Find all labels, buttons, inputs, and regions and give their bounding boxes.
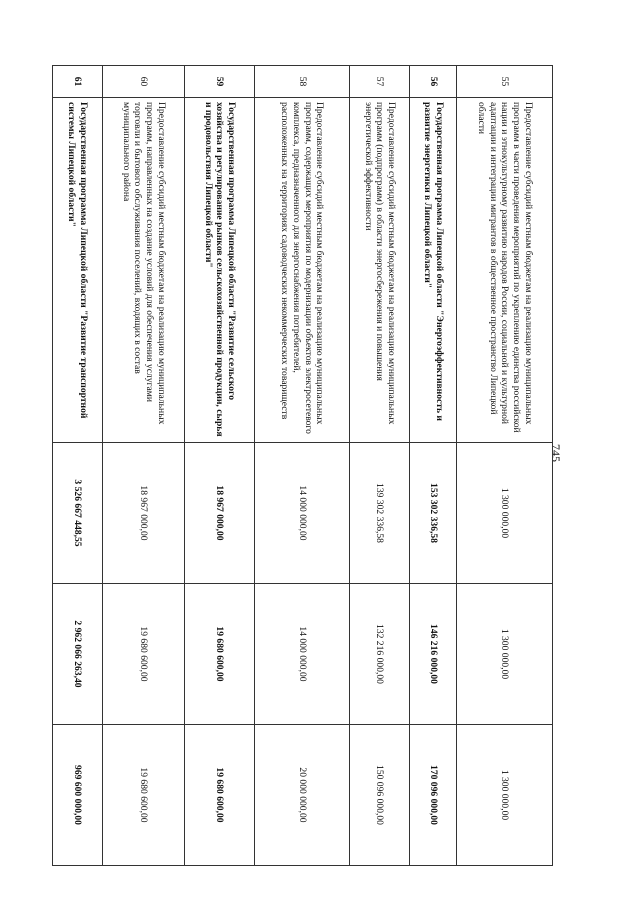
row-number: 57 (350, 66, 410, 98)
row-value-3: 1 300 000,00 (457, 725, 553, 866)
row-value-2: 14 000 000,00 (255, 584, 350, 725)
subsidy-table (52, 65, 553, 866)
row-value-1: 139 302 336,58 (350, 443, 410, 584)
row-number: 55 (457, 66, 553, 98)
row-value-3: 20 000 000,00 (255, 725, 350, 866)
table-row (457, 66, 553, 866)
row-number: 61 (53, 66, 103, 98)
row-value-1: 1 300 000,00 (457, 443, 553, 584)
row-name: Предоставление субсидий местным бюджетам на реализацию муниципальных программ, направленных на создание условий для обеспечения услугами торговли и бытового обслуживания поселений, входящих в состав муниципального района (103, 98, 185, 443)
table-row (53, 66, 103, 866)
page-number: 745 (549, 444, 563, 462)
rotated-table-wrapper (45, 65, 565, 865)
row-value-1: 153 302 336,58 (410, 443, 457, 584)
row-value-3: 19 680 600,00 (103, 725, 185, 866)
row-name: Государственная программа Липецкой области "Энергоэффективность и развитие энергетики в Липецкой области" (410, 98, 457, 443)
table-row (185, 66, 255, 866)
row-value-1: 18 967 000,00 (103, 443, 185, 584)
row-value-3: 19 680 600,00 (185, 725, 255, 866)
row-value-1: 18 967 000,00 (185, 443, 255, 584)
row-name: Предоставление субсидий местным бюджетам на реализацию муниципальных программ в части проведения мероприятий по укреплению единства российской нации и этнокультурному развитию народов России, социальной и культурной адаптации и интеграции мигрантов в общественное пространство Липецкой области (457, 98, 553, 443)
row-value-2: 19 680 600,00 (185, 584, 255, 725)
row-name: Государственная программа Липецкой области "Развитие транспортной системы Липецкой области" (53, 98, 103, 443)
row-value-3: 969 600 000,00 (53, 725, 103, 866)
row-value-2: 146 216 000,00 (410, 584, 457, 725)
row-value-2: 2 962 066 263,40 (53, 584, 103, 725)
row-value-3: 150 096 000,00 (350, 725, 410, 866)
row-value-2: 1 300 000,00 (457, 584, 553, 725)
row-number: 56 (410, 66, 457, 98)
row-name: Предоставление субсидий местным бюджетам на реализацию муниципальных программ (подпрограмм) в области энергосбережения и повышения энергетической эффективности (350, 98, 410, 443)
row-number: 58 (255, 66, 350, 98)
row-number: 59 (185, 66, 255, 98)
table-row (410, 66, 457, 866)
row-name: Государственная программа Липецкой области "Развитие сельского хозяйства и регулирование рынков сельскохозяйственной продукции, сырья и продовольствия Липецкой области" (185, 98, 255, 443)
row-value-2: 132 216 000,00 (350, 584, 410, 725)
table-row (350, 66, 410, 866)
row-name: Предоставление субсидий местным бюджетам на реализацию муниципальных программ, содержащих мероприятия по модернизации объектов электросетевого комплекса, предназначенного для энергоснабжения потребителей, расположенных на территориях садоводческих некоммерческих товариществ (255, 98, 350, 443)
row-value-2: 19 680 600,00 (103, 584, 185, 725)
row-value-1: 3 526 667 448,55 (53, 443, 103, 584)
row-number: 60 (103, 66, 185, 98)
row-value-1: 14 000 000,00 (255, 443, 350, 584)
table-row (255, 66, 350, 866)
row-value-3: 170 096 000,00 (410, 725, 457, 866)
table-row (103, 66, 185, 866)
